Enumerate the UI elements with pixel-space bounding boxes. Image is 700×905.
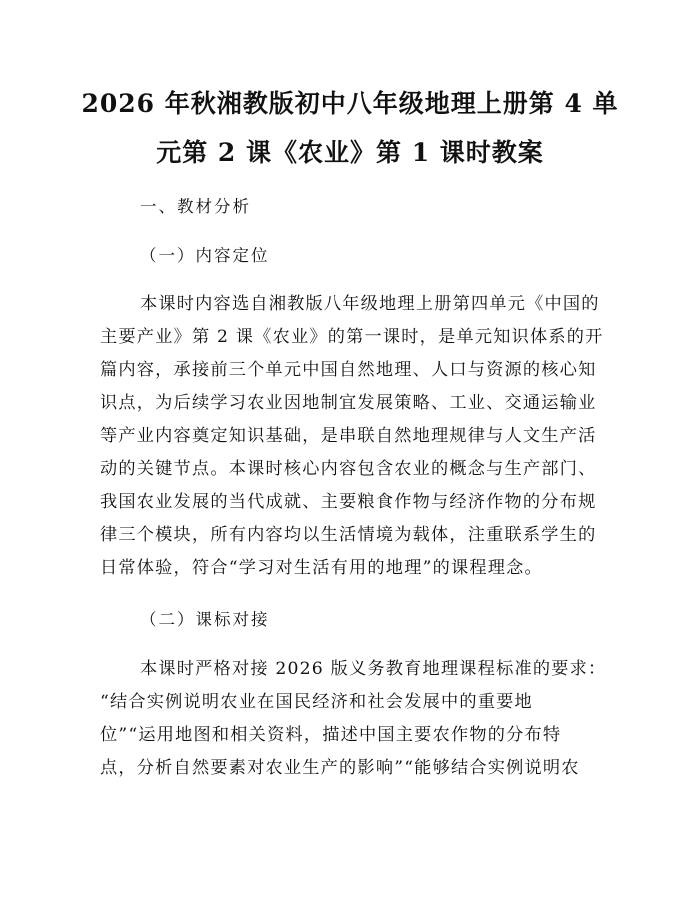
paragraph-1-line: 本课时内容选自湘教版八年级地理上册第四单元《中国的 <box>140 294 600 314</box>
paragraph-1-line: 等产业内容奠定知识基础，是串联自然地理规律与人文生产活 <box>100 426 597 446</box>
subsection-heading-1: （一）内容定位 <box>140 246 270 265</box>
paragraph-2-line: 本课时严格对接 2026 版义务教育地理课程标准的要求： <box>140 659 607 679</box>
paragraph-2-line: 位”“运用地图和相关资料，描述中国主要农作物的分布特 <box>100 725 562 745</box>
paragraph-1-line: 主要产业》第 2 课《农业》的第一课时，是单元知识体系的开 <box>100 327 604 347</box>
paragraph-2-line: “结合实例说明农业在国民经济和社会发展中的重要地 <box>100 692 533 712</box>
paragraph-1-line: 动的关键节点。本课时核心内容包含农业的概念与生产部门、 <box>100 459 597 479</box>
document-title-line-2: 元第 2 课《农业》第 1 课时教案 <box>156 138 544 167</box>
section-heading: 一、教材分析 <box>140 197 251 216</box>
paragraph-1-line: 我国农业发展的当代成就、主要粮食作物与经济作物的分布规 <box>100 492 597 512</box>
paragraph-2-line: 点，分析自然要素对农业生产的影响”“能够结合实例说明农 <box>100 758 580 778</box>
document-title-line-1: 2026 年秋湘教版初中八年级地理上册第 4 单 <box>81 89 619 118</box>
paragraph-1-line: 篇内容，承接前三个单元中国自然地理、人口与资源的核心知 <box>100 360 597 380</box>
paragraph-1-line: 识点，为后续学习农业因地制宜发展策略、工业、交通运输业 <box>100 393 597 413</box>
paragraph-1-line: 律三个模块，所有内容均以生活情境为载体，注重联系学生的 <box>100 525 597 545</box>
paragraph-1-line: 日常体验，符合“学习对生活有用的地理”的课程理念。 <box>100 558 543 578</box>
subsection-heading-2: （二）课标对接 <box>140 610 270 629</box>
